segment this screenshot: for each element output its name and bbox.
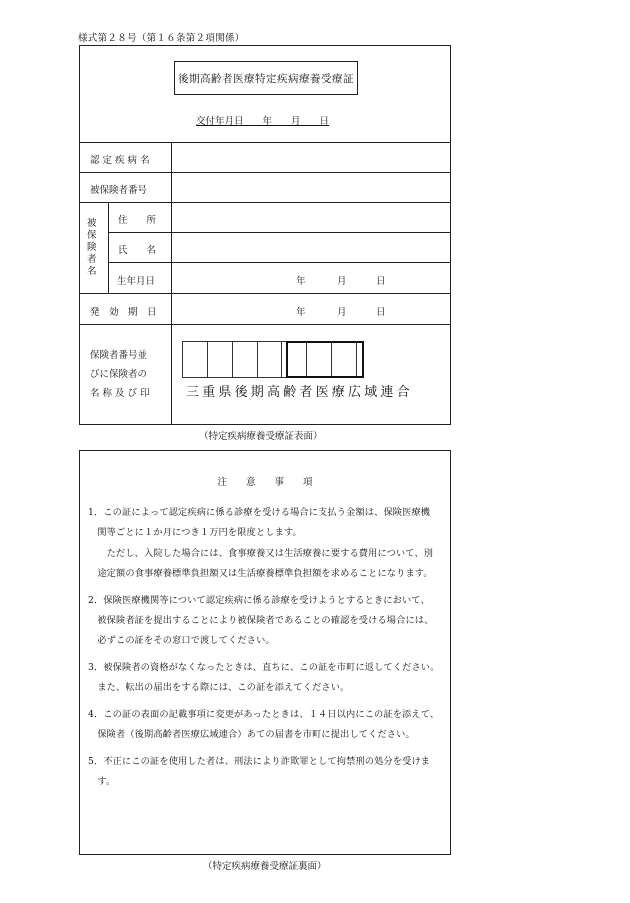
note-line: ただし、入院した場合には、食事療養又は生活療養に要する費用について、別 <box>88 548 434 559</box>
disease-name-label: 認 定 疾 病 名 <box>90 155 150 166</box>
note-line: 必ずこの証をその窓口で渡してください。 <box>88 635 275 646</box>
insurer-name: 三重県後期高齢者医療広域連合 <box>186 385 413 400</box>
insurer-label-line1: 保険者番号並 <box>90 350 148 361</box>
address-label: 住 所 <box>118 215 157 226</box>
back-caption: （特定疾病療養受療証裏面） <box>203 861 327 872</box>
row-divider <box>108 262 451 263</box>
birthdate-label: 生年月日 <box>117 276 156 287</box>
note-line: また、転出の届出をする際には、この証を添えてください。 <box>88 682 350 693</box>
column-divider <box>171 142 172 425</box>
column-divider <box>108 202 109 293</box>
row-divider <box>79 293 451 294</box>
note-line: 保険者（後期高齢者医療広域連合）あての届書を市町に提出してください。 <box>88 729 415 740</box>
insurer-number-digit <box>257 341 283 378</box>
insurer-label-line2: びに保険者の <box>90 369 148 380</box>
insurer-number-digit <box>207 341 233 378</box>
birth-month-unit: 月 <box>337 276 347 287</box>
effective-month-unit: 月 <box>337 307 347 318</box>
row-divider <box>79 142 451 143</box>
note-line: 2．保険医療機関等について認定疾病に係る診療を受けようとするときにおいて、 <box>88 595 430 606</box>
certificate-title: 後期高齢者医療特定疾病療養受療証 <box>174 61 358 95</box>
effective-day-unit: 日 <box>376 307 386 318</box>
insurer-number-digit <box>182 341 208 378</box>
form-number: 様式第２８号（第１６条第２項関係） <box>78 33 245 44</box>
row-divider <box>108 232 451 233</box>
note-line: 途定額の食事療養標準負担額又は生活療養標準負担額を求めることになります。 <box>88 568 433 579</box>
note-line: 1．この証によって認定疾病に係る診療を受ける場合に支払う金額は、保険医療機 <box>88 507 431 518</box>
name-label: 氏 名 <box>118 245 157 256</box>
effective-date-label: 発 効 期 日 <box>90 307 157 318</box>
row-divider <box>79 172 451 173</box>
note-line: 関等ごとに１か月につき１万円を限度とします。 <box>88 527 302 538</box>
birth-day-unit: 日 <box>376 276 386 287</box>
row-divider <box>79 324 451 325</box>
insured-person-vertical-label: 被保険者名 <box>87 218 97 277</box>
insured-number-label: 被保険者番号 <box>90 185 148 196</box>
effective-year-unit: 年 <box>296 307 306 318</box>
insurer-number-highlight-box <box>286 341 364 378</box>
note-line: 5．不正にこの証を使用した者は、刑法により詐欺罪として拘禁刑の処分を受けま <box>88 756 431 767</box>
note-line: 3．被保険者の資格がなくなったときは、直ちに、この証を市町に返してください。 <box>88 662 440 673</box>
front-caption: （特定疾病療養受療証表面） <box>199 431 323 442</box>
insurer-number-digit <box>232 341 258 378</box>
birth-year-unit: 年 <box>296 276 306 287</box>
notes-title: 注 意 事 項 <box>217 477 313 488</box>
note-line: す。 <box>88 776 116 787</box>
note-line: 4．この証の表面の記載事項に変更があったときは、１４日以内にこの証を添えて、 <box>88 709 440 720</box>
note-line: 被保険者証を提出することにより被保険者であることの確認を受ける場合には、 <box>88 615 434 626</box>
row-divider <box>79 202 451 203</box>
insurer-label-line3: 名 称 及 び 印 <box>90 388 150 399</box>
issue-date-field: 交付年月日 年 月 日 <box>196 116 330 127</box>
